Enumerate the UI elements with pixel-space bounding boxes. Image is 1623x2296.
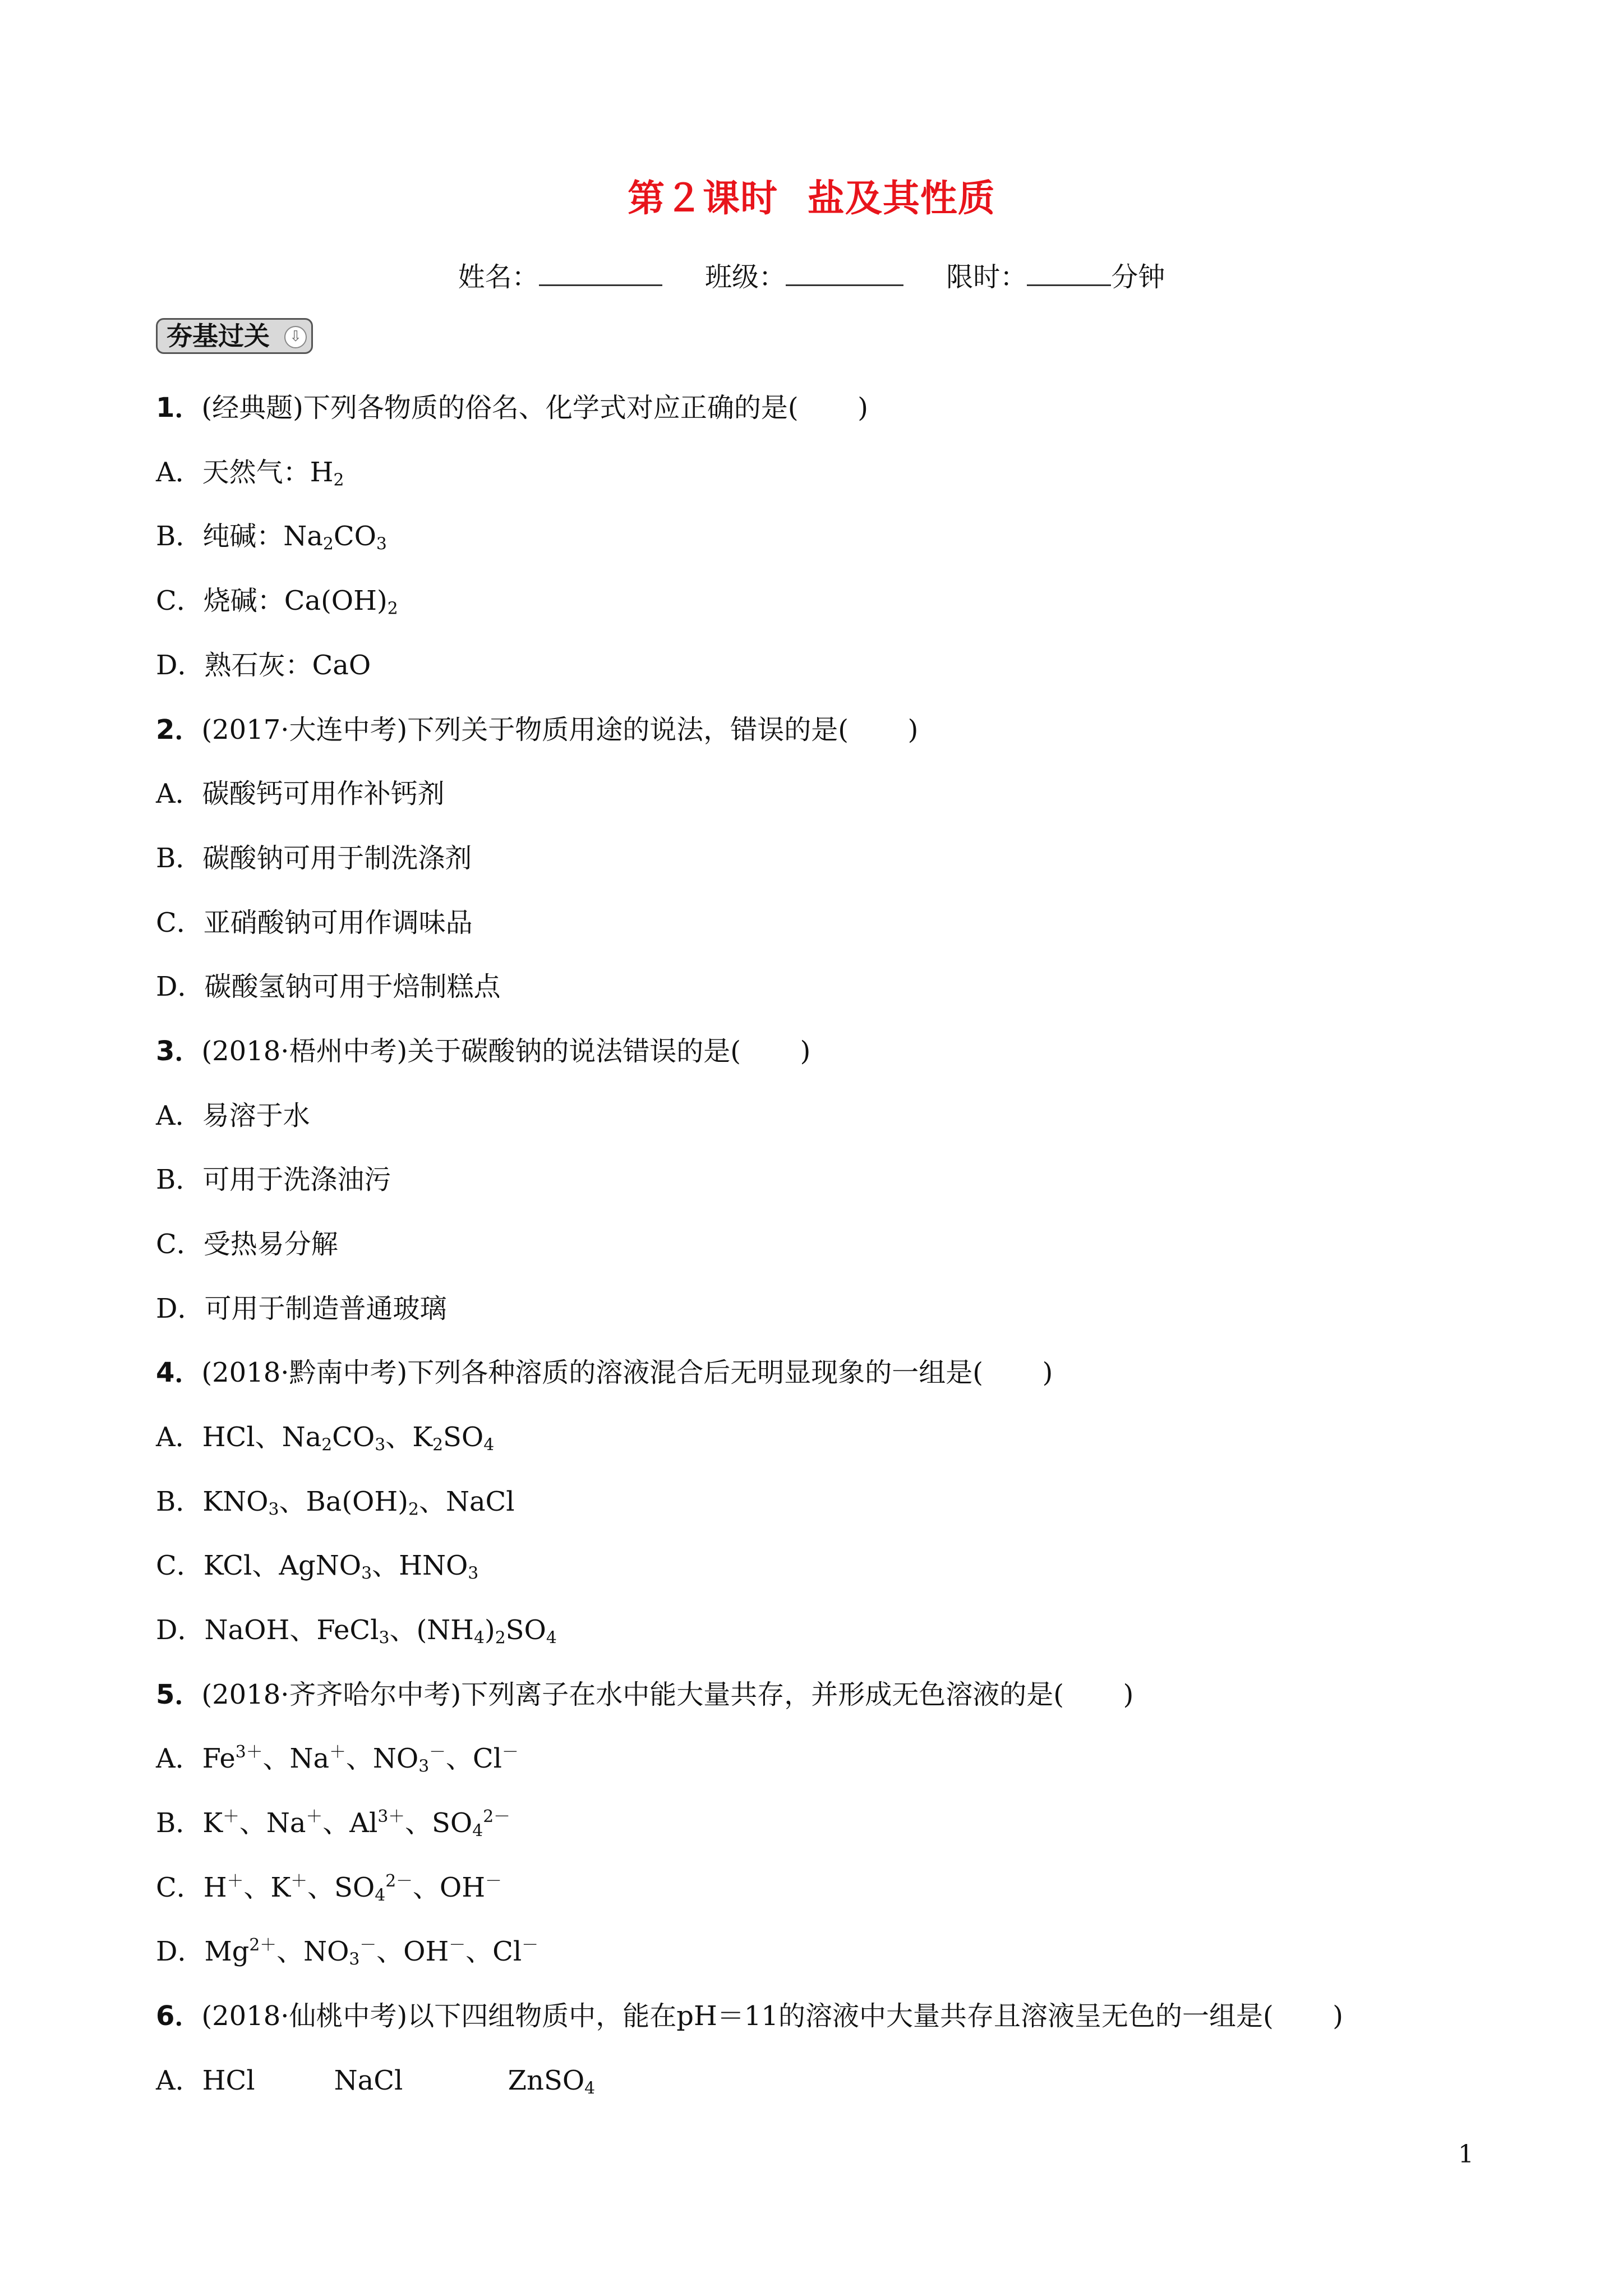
question-5 — [156, 1673, 1133, 1711]
option-label: B． — [156, 1807, 203, 1839]
option-label: C． — [156, 1872, 204, 1903]
option-text: 可用于制造普通玻璃 — [204, 1293, 447, 1324]
option-text: 碳酸钠可用于制洗涤剂 — [202, 843, 472, 874]
question-number: 3． — [156, 1036, 202, 1067]
option-text: 易溶于水 — [202, 1100, 310, 1131]
option-label: B． — [156, 1486, 203, 1517]
question-4 — [156, 1351, 1053, 1389]
answer-paren: ) — [1042, 1357, 1053, 1388]
option-b: B．$KNO_3$、$Ba(OH)_2$、NaCl — [156, 1486, 515, 1520]
option-label: A． — [156, 1743, 202, 1774]
answer-paren: ) — [1332, 2000, 1344, 2032]
answer-paren: ) — [907, 714, 919, 746]
question-source: (2018·仙桃中考) — [201, 2000, 408, 2032]
option-text: 纯碱：Na — [202, 521, 323, 552]
class-blank[interactable] — [786, 257, 903, 286]
option-label: A． — [156, 2065, 202, 2096]
name-label: 姓名： — [458, 261, 539, 293]
option-a: A．HCl NaCl ZnSO$_4$ — [156, 2065, 596, 2099]
name-blank[interactable] — [539, 257, 662, 286]
option-text: 熟石灰：CaO — [204, 650, 371, 681]
option-label: A． — [156, 1421, 202, 1453]
option-text: 天然气：H — [202, 457, 334, 488]
option-label: C． — [156, 1228, 204, 1260]
option-label: B． — [156, 1164, 203, 1195]
question-source: (2017·大连中考) — [201, 714, 408, 746]
section-badge-label: 夯基过关 — [167, 321, 270, 351]
option-b: B．K＋、Na＋、$Al^{3+}$、$SO_4^{2-}$ — [156, 1807, 510, 1841]
option-d — [156, 643, 371, 682]
option-b — [156, 836, 472, 875]
question-source: (经典题) — [201, 392, 303, 424]
option-a — [156, 772, 445, 811]
answer-paren: ) — [1123, 1679, 1134, 1710]
option-text: 碳酸钙可用作补钙剂 — [202, 778, 445, 809]
question-stem: 下列各物质的俗名、化学式对应正确的是( — [303, 392, 799, 424]
option-c — [156, 1222, 338, 1261]
option-c: C．KCl、AgNO$_3$、$HNO_3$ — [156, 1550, 479, 1584]
question-stem: 以下四组物质中，能在pH＝11的溶液中大量共存且溶液呈无色的一组是( — [407, 2000, 1274, 2032]
class-label: 班级： — [704, 261, 786, 293]
option-text: 可用于洗涤油污 — [202, 1164, 391, 1195]
question-source: (2018·齐齐哈尔中考) — [201, 1679, 462, 1710]
question-stem: 下列关于物质用途的说法，错误的是( — [407, 714, 849, 746]
answer-paren: ) — [857, 392, 868, 424]
option-b: B．纯碱：$Na_2CO_3$ — [156, 521, 387, 554]
option-c: C．烧碱：$Ca(OH)_2$ — [156, 585, 398, 619]
option-text: 受热易分解 — [203, 1228, 338, 1260]
section-badge — [156, 318, 313, 354]
option-label: A． — [156, 457, 202, 488]
option-text: 碳酸氢钠可用于焙制糕点 — [204, 971, 501, 1002]
option-text: 烧碱：Ca(OH) — [203, 585, 388, 616]
option-label: D． — [156, 1293, 205, 1324]
question-number: 2． — [156, 714, 202, 746]
option-c: C．H＋、K＋、$SO_4^{2-}$、OH－ — [156, 1871, 502, 1906]
question-source: (2018·梧州中考) — [201, 1036, 408, 1067]
option-label: C． — [156, 907, 204, 938]
option-label: A． — [156, 1100, 202, 1131]
option-b — [156, 1158, 391, 1197]
question-6 — [156, 1994, 1343, 2033]
question-number: 6． — [156, 2000, 202, 2032]
option-label: D． — [156, 650, 205, 681]
option-label: C． — [156, 1550, 204, 1581]
option-d — [156, 1287, 447, 1326]
option-d — [156, 965, 501, 1004]
question-number: 4． — [156, 1357, 202, 1388]
student-info-row — [0, 255, 1623, 294]
option-a — [156, 1094, 310, 1133]
answer-paren: ) — [800, 1036, 811, 1067]
option-a: A．HCl、$Na_2CO_3$、$K_2SO_4$ — [156, 1421, 495, 1455]
page-number: 1 — [1458, 2140, 1474, 2169]
option-label: B． — [156, 521, 203, 552]
option-label: D． — [156, 1936, 205, 1967]
question-1 — [156, 386, 868, 425]
lesson-number: 第２课时 — [628, 177, 778, 220]
time-unit: 分钟 — [1111, 261, 1165, 293]
option-label: B． — [156, 843, 203, 874]
option-c — [156, 901, 473, 940]
time-label: 限时： — [946, 261, 1027, 293]
option-label: A． — [156, 778, 202, 809]
question-number: 1． — [156, 392, 202, 424]
arrow-down-icon: ⇩ — [284, 326, 307, 348]
option-label: D． — [156, 971, 205, 1002]
question-source: (2018·黔南中考) — [201, 1357, 408, 1388]
option-text: 亚硝酸钠可用作调味品 — [203, 907, 473, 938]
question-3 — [156, 1029, 810, 1068]
option-d: D．$Mg^{2+}$、$NO_3^-$、OH－、Cl－ — [156, 1935, 538, 1970]
question-2 — [156, 708, 918, 747]
question-stem: 关于碳酸钠的说法错误的是( — [407, 1036, 741, 1067]
option-label: D． — [156, 1614, 205, 1646]
option-a: A．$Fe^{3+}$、Na＋、$NO_3^-$、Cl－ — [156, 1742, 519, 1777]
option-label: C． — [156, 585, 204, 616]
question-stem: 下列各种溶质的溶液混合后无明显现象的一组是( — [407, 1357, 984, 1388]
option-d: D．NaOH、FeCl$_3$、$(NH_4)_2SO_4$ — [156, 1614, 557, 1648]
question-stem: 下列离子在水中能大量共存，并形成无色溶液的是( — [461, 1679, 1064, 1710]
question-number: 5． — [156, 1679, 202, 1710]
page-title — [0, 168, 1623, 222]
option-a: A．天然气：$H_2$ — [156, 457, 344, 490]
time-blank[interactable] — [1027, 257, 1111, 286]
lesson-topic: 盐及其性质 — [807, 177, 995, 220]
